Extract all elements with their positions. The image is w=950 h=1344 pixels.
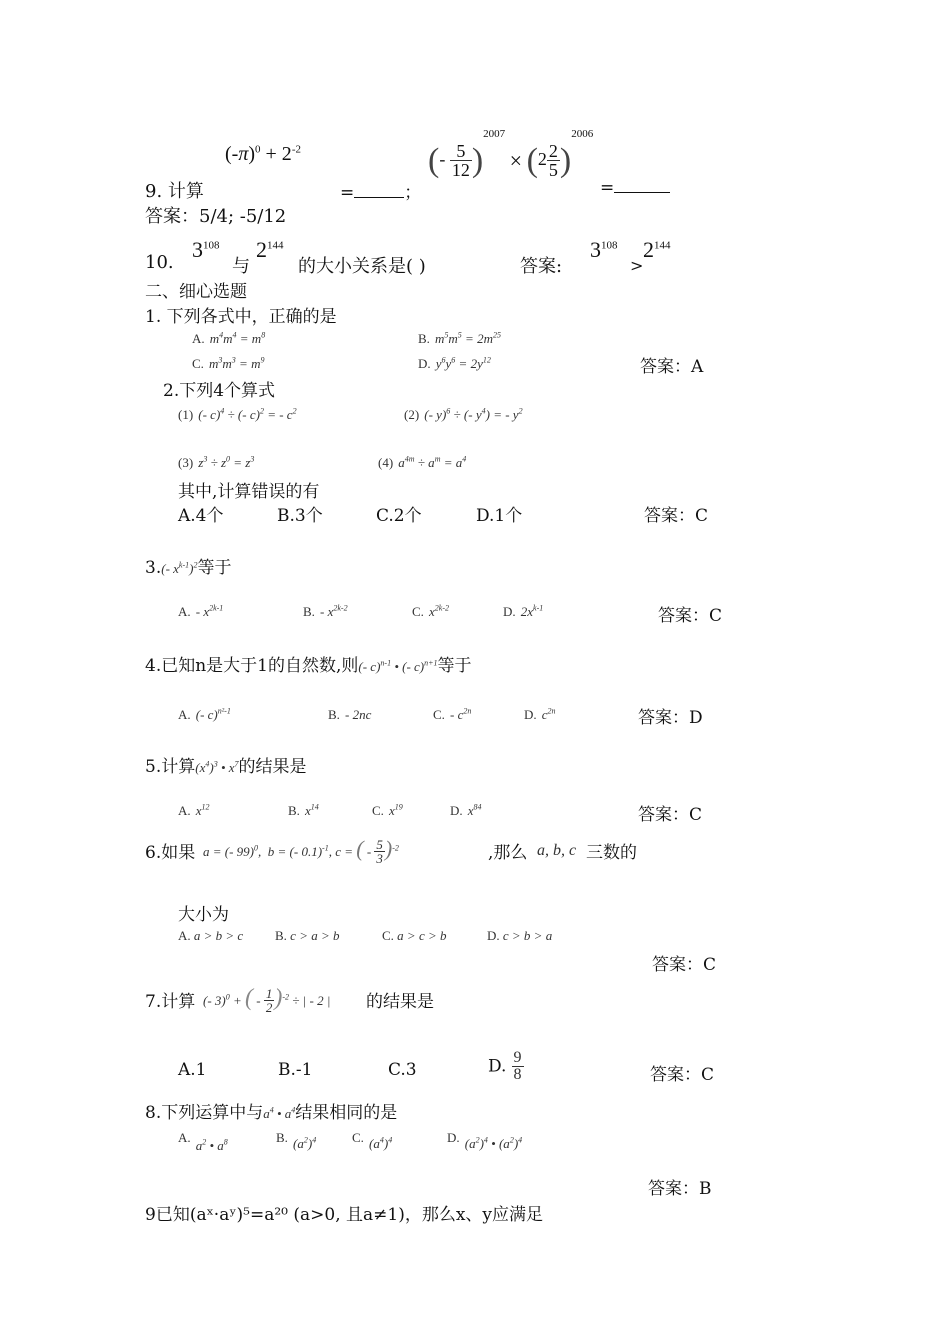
q10-and: 与 — [232, 256, 250, 277]
q2-item-2: (2) (- y)$^6$ ÷ (- $y^4$) = - $y^2$ — [404, 406, 523, 422]
q2-option-d: D.1个 — [476, 506, 523, 526]
q6-option-b: B. c > a > b — [275, 928, 340, 943]
q10-relation: 的大小关系是( ) — [298, 256, 426, 277]
q7-option-a: A.1 — [178, 1060, 207, 1080]
q4-option-b: B. - 2nc — [328, 707, 372, 722]
q2-item-1: (1) (- c)$^4$ ÷ (- c)$^2$ = - $c^2$ — [178, 406, 297, 422]
q6-option-c: C. a > c > b — [382, 928, 447, 943]
q2-item-4: (4) $a^{4m} \div a^m = a^4$ — [378, 454, 467, 470]
q2-sub: 其中,计算错误的有 — [178, 482, 320, 502]
q7-expr: (- 3)$^0$ + ( - $\frac{1}{2}$ )$^{-2}$ ÷ | - 2 | — [203, 985, 331, 1015]
q10-power-b: $2^{144}$ — [256, 237, 284, 262]
q3-stem: 3.(- $x^{k-1})^2$等于 — [145, 558, 232, 578]
q8-stem: 8.下列运算中与$a^4$ • $a^4$结果相同的是 — [145, 1103, 398, 1123]
q6-option-d: D. c > b > a — [487, 928, 553, 943]
q6-expr: a = (- 99)$^0$, b = (- 0.1)$^{-1}$, c = ( - $\frac{5}{3}$ )$^{-2}$ — [203, 836, 399, 866]
q10-label: 10. — [145, 252, 174, 273]
q5-stem: 5.计算$(x^4)^3$ • $x^7$的结果是 — [145, 757, 307, 777]
q1-option-d: D. $y^6y^6 = 2y^{12}$ — [418, 355, 491, 371]
q8-option-b: B. $_{(a^2)^4}$ — [276, 1130, 317, 1151]
q6-stem: 6.如果 — [145, 843, 196, 863]
q4-option-d: D. $c^{2n}$ — [524, 706, 556, 722]
q8-option-c: C. $_{(a^4)^4}$ — [352, 1130, 393, 1151]
q1-answer: 答案：A — [640, 357, 704, 377]
q2-answer: 答案：C — [644, 506, 709, 526]
q9b-stem: 9已知(aˣ·aʸ)⁵=a²⁰ (a>0, 且a≠1)，那么x、y应满足 — [145, 1205, 544, 1225]
q6-line2: 大小为 — [178, 905, 229, 925]
q4-stem: 4.已知n是大于1的自然数,则(- c)$^{n-1}$ • (- c)$^{n+1}$等于 — [145, 656, 472, 676]
q4-option-c: C. - $c^{2n}$ — [433, 706, 472, 722]
q8-option-d: D. $_{(a^2)^4 • (a^2)^4}$ — [447, 1130, 523, 1151]
q5-option-d: D. $x^{84}$ — [450, 802, 482, 818]
q7-option-d: D. $\frac{9}{8}$ — [488, 1049, 522, 1083]
q7-answer: 答案：C — [650, 1065, 715, 1085]
q3-answer: 答案：C — [658, 606, 723, 626]
q2-option-b: B.3个 — [277, 506, 323, 526]
q4-option-a: A. (- c)$^{n^2-1}$ — [178, 706, 231, 722]
q3-option-d: D. $2x^{k-1}$ — [503, 603, 544, 619]
q3-option-a: A. - $x^{2k-1}$ — [178, 603, 224, 619]
q1-option-c: C. $m^3m^3 = m^9$ — [192, 355, 265, 371]
q5-option-a: A. $x^{12}$ — [178, 802, 210, 818]
q7-stem: 7.计算 — [145, 992, 196, 1012]
q9-label: 9. 计算 — [145, 181, 204, 202]
q10-answer-a: $3^{108}$ — [590, 237, 618, 262]
q10-power-a: $3^{108}$ — [192, 237, 220, 262]
q3-option-b: B. - $x^{2k-2}$ — [303, 603, 348, 619]
q3-option-c: C. $x^{2k-2}$ — [412, 603, 450, 619]
q2-item-3: (3) $z^3 \div z^0 = z^3$ — [178, 454, 255, 470]
q10-answer-label: 答案: — [520, 256, 563, 277]
q5-option-c: C. $x^{19}$ — [372, 802, 403, 818]
q7-option-c: C.3 — [388, 1060, 417, 1080]
q1-option-b: B. $m^5m^5 = 2m^{25}$ — [418, 330, 501, 346]
q10-answer-b: $2^{144}$ — [643, 237, 671, 262]
section-title: 二、细心选题 — [145, 282, 247, 302]
q6-suffix: 三数的 — [586, 843, 637, 863]
q6-vars: a, b, c — [537, 842, 577, 859]
q5-answer: 答案：C — [638, 805, 703, 825]
q9-answer: 答案：5/4; -5/12 — [145, 206, 287, 227]
q7-suffix: 的结果是 — [366, 992, 434, 1012]
q6-option-a: A. a > b > c — [178, 928, 244, 943]
q10-answer-gt: > — [630, 256, 644, 275]
q9-blank1: = ； — [340, 183, 422, 203]
q8-answer: 答案：B — [648, 1179, 712, 1199]
q9-expr1: $(-\pi)^0 + 2^{-2}$ — [225, 143, 301, 165]
q2-option-c: C.2个 — [376, 506, 422, 526]
q5-option-b: B. $x^{14}$ — [288, 802, 319, 818]
q6-mid: ,那么 — [488, 843, 528, 863]
q6-answer: 答案：C — [652, 955, 717, 975]
q7-option-b: B.-1 — [278, 1060, 313, 1080]
q8-option-a: A. $_{a^2 • a^8}$ — [178, 1130, 228, 1153]
q1-stem: 1. 下列各式中，正确的是 — [145, 307, 337, 327]
q9-expr2: (- $\frac{5}{12}$ )$^{2007}$ × (2 $\frac{2}{5}$ )$^{2006}$ — [428, 128, 594, 181]
q1-option-a: A. $m^4m^4 = m^8$ — [192, 330, 266, 346]
q4-answer: 答案：D — [638, 708, 703, 728]
q2-option-a: A.4个 — [178, 506, 224, 526]
q2-stem: 2.下列4个算式 — [163, 381, 276, 401]
q9-blank2: = — [600, 178, 670, 198]
